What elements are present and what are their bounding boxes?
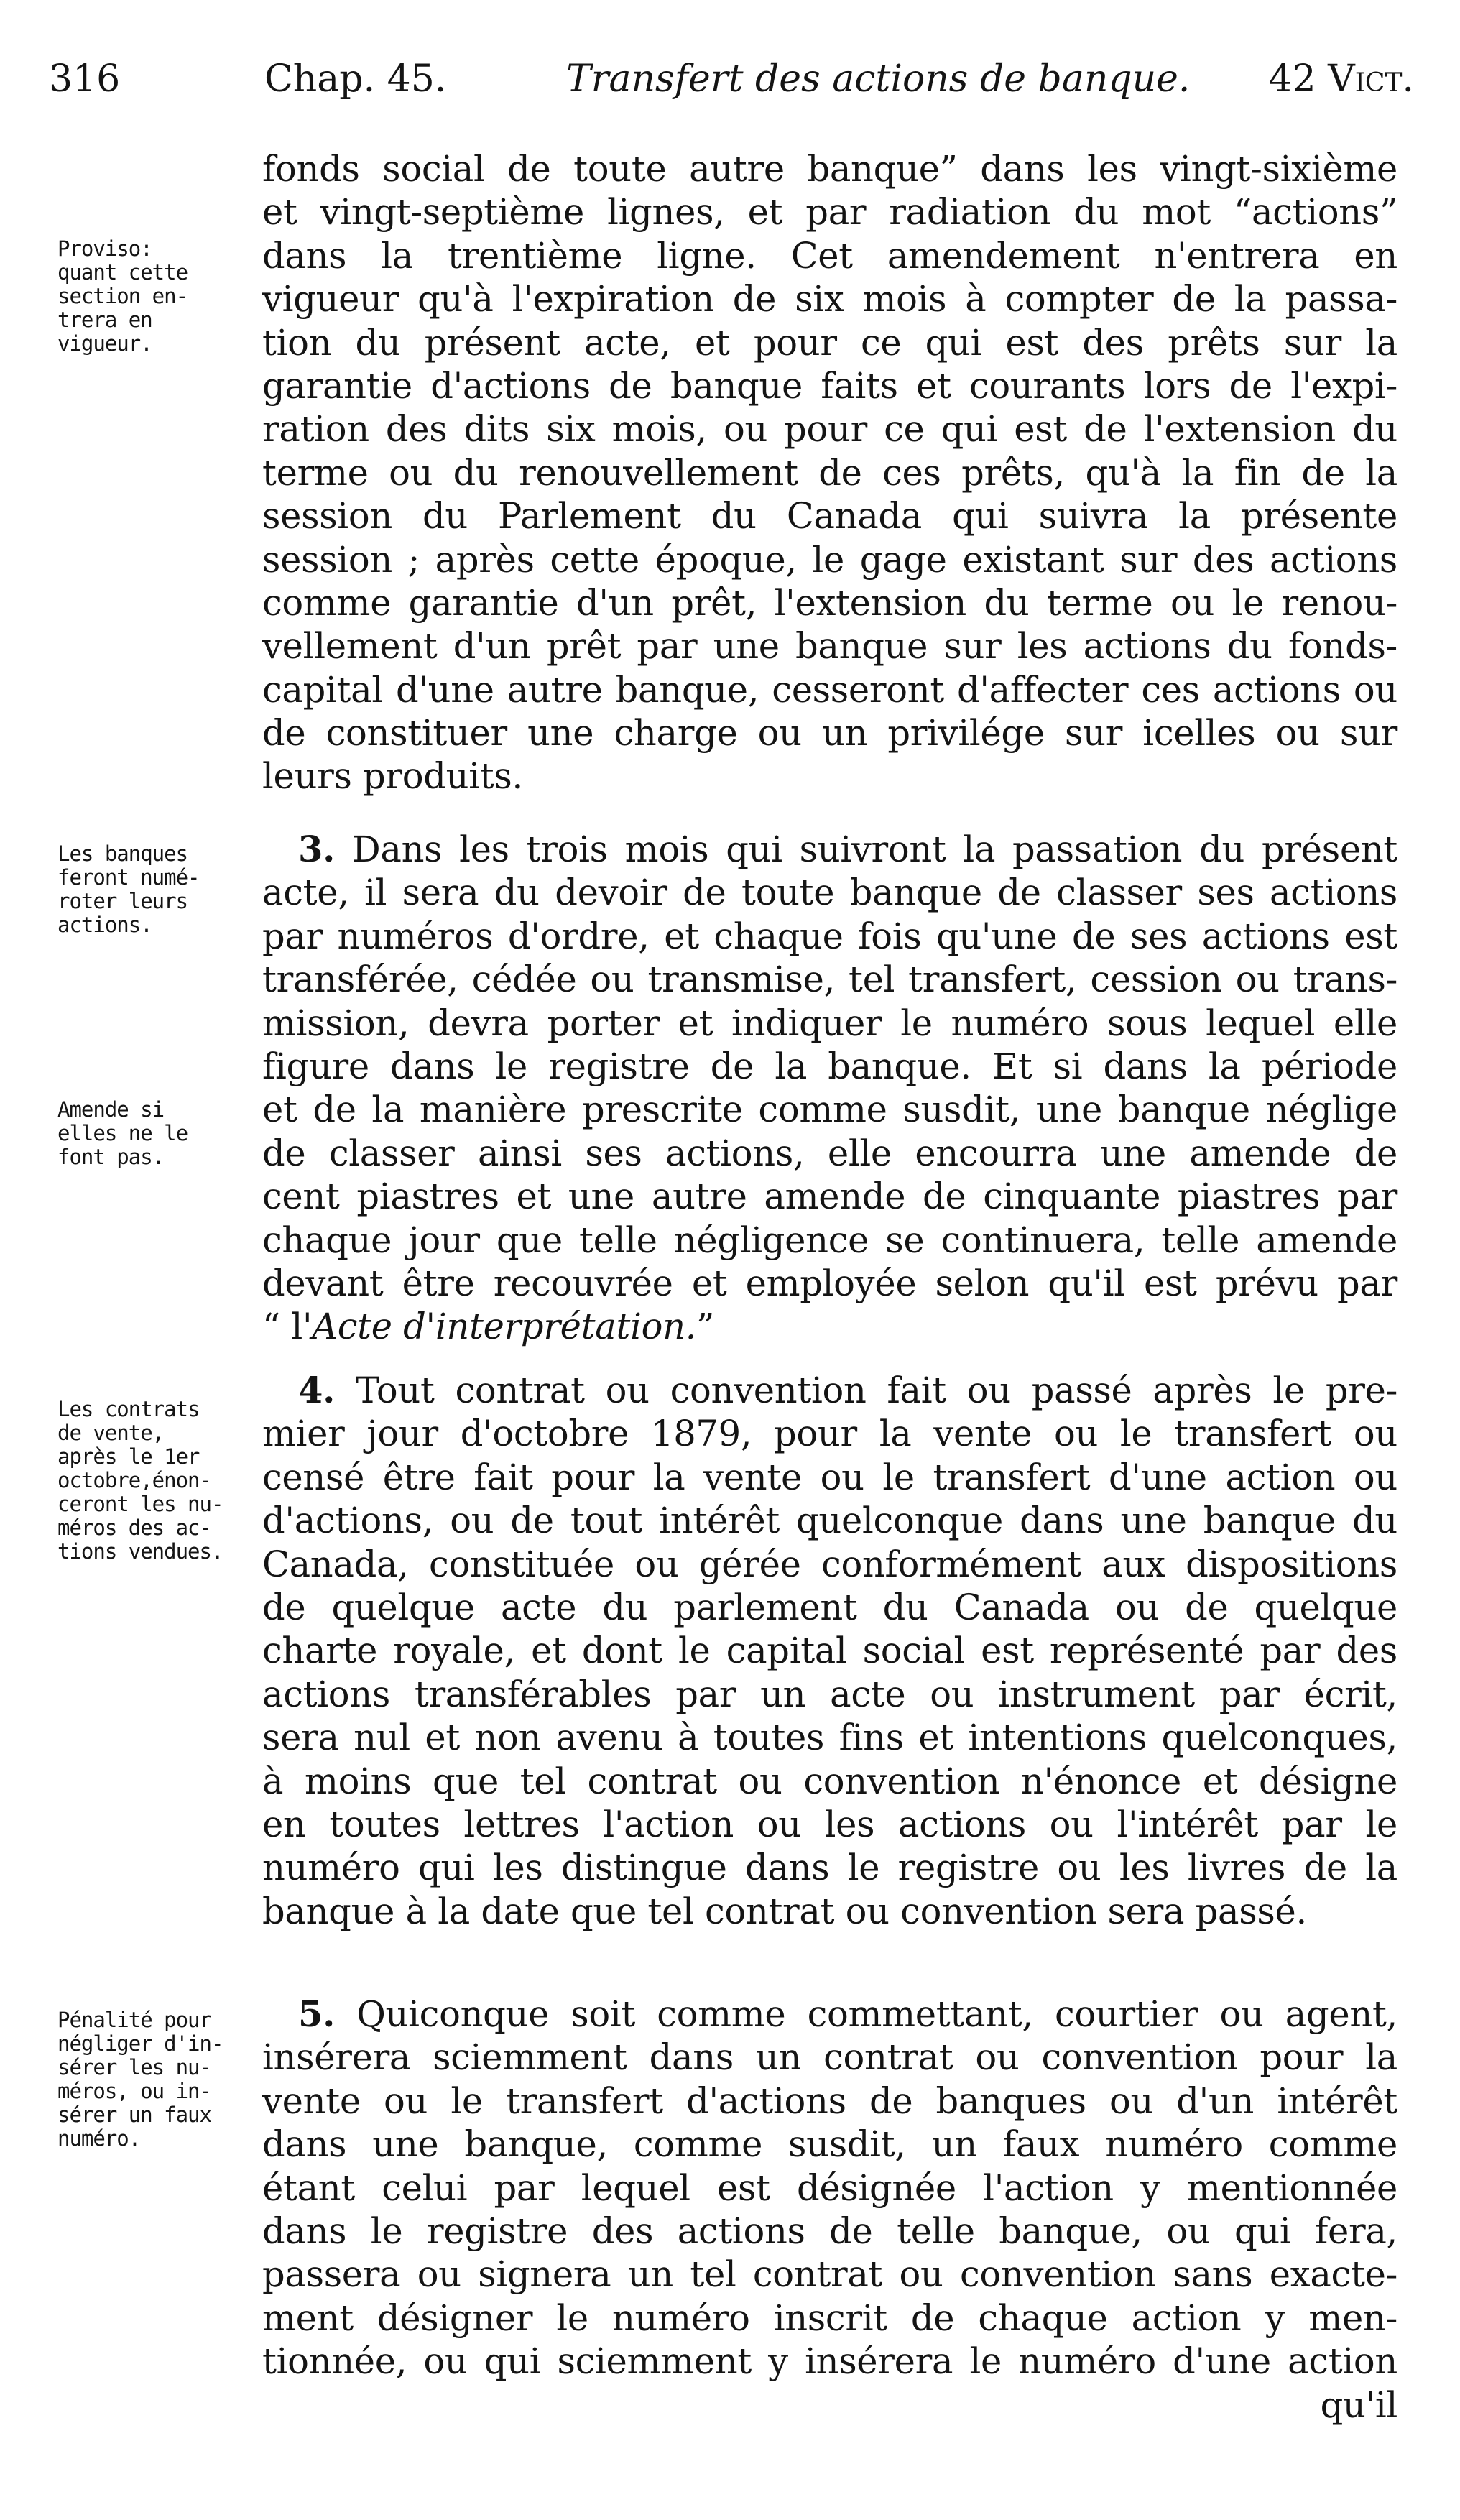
section-number: 5. bbox=[298, 1993, 336, 2035]
section-last-line bbox=[262, 1305, 1397, 1348]
text-line: censé être fait pour la vente ou le transfert d'une action ou bbox=[262, 1456, 1397, 1498]
margin-note-line: Les contrats bbox=[57, 1397, 200, 1421]
text-line: sera nul et non avenu à toutes fins et intentions quelconques, bbox=[262, 1717, 1397, 1759]
margin-note-line: numéro. bbox=[57, 2126, 141, 2151]
text-line: à moins que tel contrat ou convention n'énonce et désigne bbox=[262, 1760, 1397, 1802]
margin-note-penalite bbox=[57, 2008, 259, 2151]
act-reference: Acte d'interprétation. bbox=[312, 1306, 697, 1348]
text-line: Dans les trois mois qui suivront la passation du présent bbox=[351, 829, 1398, 870]
chapter-label: Chap. 45. bbox=[264, 57, 447, 101]
margin-note-line: sérer les nu- bbox=[57, 2055, 211, 2080]
margin-note-line: vigueur. bbox=[57, 331, 152, 356]
margin-note-line: méros, ou in- bbox=[57, 2079, 211, 2103]
margin-note-line: tions vendues. bbox=[57, 1539, 223, 1564]
section-3 bbox=[262, 828, 1397, 1349]
margin-note-line: font pas. bbox=[57, 1145, 165, 1169]
text-line: figure dans le registre de la banque. Et si dans la période bbox=[262, 1045, 1397, 1087]
page-number: 316 bbox=[49, 57, 121, 101]
text-line: chaque jour que telle négligence se continuera, telle amende bbox=[262, 1219, 1397, 1261]
margin-note-line: elles ne le bbox=[57, 1121, 188, 1145]
catchword: qu'il bbox=[1320, 2383, 1397, 2426]
text-line: ration des dits six mois, ou pour ce qui est de l'extension du bbox=[262, 408, 1397, 451]
text-line: devant être recouvrée et employée selon qu'il est prévu par bbox=[262, 1262, 1397, 1304]
text-line: passera ou signera un tel contrat ou convention sans exacte- bbox=[262, 2253, 1397, 2296]
margin-note-amende bbox=[57, 1098, 259, 1169]
text-line: Tout contrat ou convention fait ou passé après le pre- bbox=[356, 1370, 1397, 1411]
quote-close: ” bbox=[696, 1306, 715, 1348]
margin-note-line: roter leurs bbox=[57, 889, 188, 913]
section-first-line bbox=[262, 1369, 1397, 1412]
text-line: de constituer une charge ou un privilége sur icelles ou sur bbox=[262, 712, 1397, 754]
text-line: tion du présent acte, et pour ce qui est des prêts sur la bbox=[262, 321, 1397, 364]
text-line: et de la manière prescrite comme susdit, une banque néglige bbox=[262, 1089, 1397, 1131]
margin-note-line: quant cette bbox=[57, 260, 188, 285]
text-line: ment désigner le numéro inscrit de chaque action y men- bbox=[262, 2297, 1397, 2339]
margin-note-line: section en- bbox=[57, 284, 188, 308]
text-line: transférée, cédée ou transmise, tel transfert, cession ou trans- bbox=[262, 959, 1397, 1001]
running-title: Transfert des actions de banque. bbox=[566, 57, 1191, 101]
text-line: terme ou du renouvellement de ces prêts, qu'à la fin de la bbox=[262, 451, 1397, 494]
text-line: étant celui par lequel est désignée l'action y mentionnée bbox=[262, 2166, 1397, 2209]
text-line: de quelque acte du parlement du Canada ou de quelque bbox=[262, 1586, 1397, 1628]
text-line: numéro qui les distingue dans le registre ou les livres de la bbox=[262, 1847, 1397, 1889]
text-line: dans le registre des actions de telle banque, ou qui fera, bbox=[262, 2210, 1397, 2252]
margin-note-line: ceront les nu- bbox=[57, 1492, 223, 1516]
text-line: capital d'une autre banque, cesseront d'affecter ces actions ou bbox=[262, 668, 1397, 711]
text-line: garantie d'actions de banque faits et courants lors de l'expi- bbox=[262, 364, 1397, 407]
text-line: dans la trentième ligne. Cet amendement n'entrera en bbox=[262, 234, 1397, 277]
text-line: cent piastres et une autre amende de cinquante piastres par bbox=[262, 1176, 1397, 1218]
margin-note-line: feront numé- bbox=[57, 865, 200, 890]
margin-note-line: actions. bbox=[57, 913, 152, 937]
text-line: session ; après cette époque, le gage existant sur des actions bbox=[262, 538, 1397, 581]
text-line: de classer ainsi ses actions, elle encourra une amende de bbox=[262, 1132, 1397, 1174]
regnal-year: 42 Vict. bbox=[1268, 57, 1414, 101]
text-line: session du Parlement du Canada qui suivra la présente bbox=[262, 495, 1397, 537]
running-header bbox=[49, 50, 1414, 108]
margin-note-line: négliger d'in- bbox=[57, 2031, 223, 2056]
text-line: dans une banque, comme susdit, un faux numéro comme bbox=[262, 2123, 1397, 2166]
quote-open: “ l' bbox=[262, 1306, 313, 1348]
margin-note-line: octobre,énon- bbox=[57, 1468, 211, 1492]
section-number: 3. bbox=[298, 829, 336, 870]
section-4 bbox=[262, 1369, 1397, 1933]
text-line: mier jour d'octobre 1879, pour la vente ou le transfert ou bbox=[262, 1413, 1397, 1455]
margin-note-line: trera en bbox=[57, 308, 152, 332]
text-line: en toutes lettres l'action ou les actions ou l'intérêt par le bbox=[262, 1803, 1397, 1845]
margin-note-line: de vente, bbox=[57, 1421, 165, 1445]
text-line: Canada, constituée ou gérée conformément aux dispositions bbox=[262, 1543, 1397, 1585]
margin-note-proviso bbox=[57, 237, 259, 356]
text-line: vellement d'un prêt par une banque sur les actions du fonds- bbox=[262, 625, 1397, 668]
section-number: 4. bbox=[298, 1370, 336, 1411]
text-line: tionnée, ou qui sciemment y insérera le numéro d'une action bbox=[262, 2340, 1397, 2383]
margin-note-line: Proviso: bbox=[57, 236, 152, 261]
section-first-line bbox=[262, 828, 1397, 871]
text-line: comme garantie d'un prêt, l'extension du terme ou le renou- bbox=[262, 581, 1397, 624]
text-line: fonds social de toute autre banque” dans les vingt-sixième bbox=[262, 148, 1397, 190]
text-line: acte, il sera du devoir de toute banque de classer ses actions bbox=[262, 872, 1397, 914]
text-line: vigueur qu'à l'expiration de six mois à compter de la passa- bbox=[262, 278, 1397, 320]
margin-note-line: Amende si bbox=[57, 1097, 165, 1122]
text-line: vente ou le transfert d'actions de banques ou d'un intérêt bbox=[262, 2080, 1397, 2122]
margin-note-line: après le 1er bbox=[57, 1444, 200, 1469]
text-line: leurs produits. bbox=[262, 755, 523, 798]
text-line: charte royale, et dont le capital social est représenté par des bbox=[262, 1630, 1397, 1672]
paragraph-continuation bbox=[262, 147, 1397, 798]
section-5 bbox=[262, 1993, 1397, 2427]
text-line: d'actions, ou de tout intérêt quelconque dans une banque du bbox=[262, 1500, 1397, 1542]
margin-note-contrats bbox=[57, 1398, 259, 1564]
margin-note-line: méros des ac- bbox=[57, 1515, 211, 1540]
text-line: et vingt-septième lignes, et par radiation du mot “actions” bbox=[262, 191, 1397, 234]
margin-note-numeroter bbox=[57, 842, 259, 937]
text-line: actions transférables par un acte ou instrument par écrit, bbox=[262, 1673, 1397, 1715]
text-line: insérera sciemment dans un contrat ou convention pour la bbox=[262, 2036, 1397, 2079]
section-first-line bbox=[262, 1993, 1397, 2036]
margin-note-line: sérer un faux bbox=[57, 2103, 211, 2127]
text-line: mission, devra porter et indiquer le numéro sous lequel elle bbox=[262, 1002, 1397, 1044]
margin-note-line: Les banques bbox=[57, 841, 188, 866]
text-line: par numéros d'ordre, et chaque fois qu'une de ses actions est bbox=[262, 915, 1397, 957]
text-line: Quiconque soit comme commettant, courtier ou agent, bbox=[356, 1993, 1397, 2035]
margin-note-line: Pénalité pour bbox=[57, 2008, 211, 2032]
text-line: banque à la date que tel contrat ou convention sera passé. bbox=[262, 1890, 1307, 1932]
